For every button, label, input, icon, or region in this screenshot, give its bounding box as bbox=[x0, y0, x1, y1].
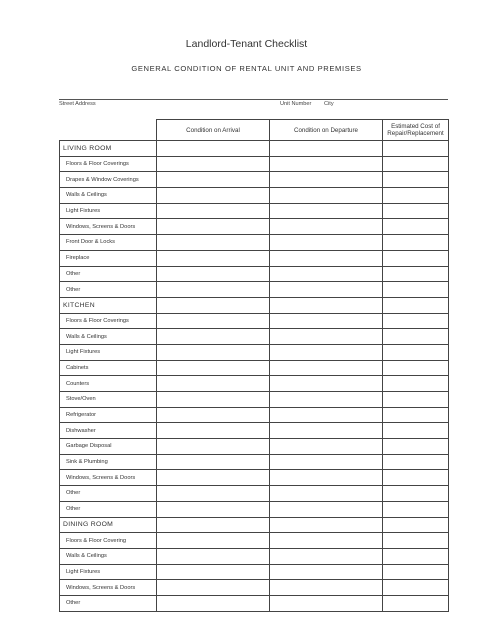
arrival-cell[interactable] bbox=[157, 533, 270, 549]
arrival-cell[interactable] bbox=[157, 250, 270, 266]
unit-number-label: Unit Number bbox=[280, 101, 312, 107]
cost-cell[interactable] bbox=[383, 564, 449, 580]
departure-cell[interactable] bbox=[270, 329, 383, 345]
item-label: Floors & Floor Coverings bbox=[60, 313, 157, 329]
section-empty-cell bbox=[383, 297, 449, 313]
arrival-cell[interactable] bbox=[157, 486, 270, 502]
cost-cell[interactable] bbox=[383, 329, 449, 345]
item-label: Drapes & Window Coverings bbox=[60, 172, 157, 188]
item-label: Windows, Screens & Doors bbox=[60, 219, 157, 235]
arrival-cell[interactable] bbox=[157, 344, 270, 360]
arrival-cell[interactable] bbox=[157, 454, 270, 470]
arrival-cell[interactable] bbox=[157, 219, 270, 235]
table-row bbox=[60, 580, 449, 596]
section-heading: DINING ROOM bbox=[60, 517, 157, 533]
table-row bbox=[60, 313, 449, 329]
item-label: Light Fixtures bbox=[60, 203, 157, 219]
departure-cell[interactable] bbox=[270, 344, 383, 360]
table-row bbox=[60, 533, 449, 549]
table-row bbox=[60, 266, 449, 282]
table-row bbox=[60, 329, 449, 345]
cost-cell[interactable] bbox=[383, 203, 449, 219]
table-row bbox=[60, 203, 449, 219]
table-row bbox=[60, 486, 449, 502]
cost-cell[interactable] bbox=[383, 595, 449, 611]
departure-cell[interactable] bbox=[270, 156, 383, 172]
departure-cell[interactable] bbox=[270, 548, 383, 564]
section-empty-cell bbox=[270, 141, 383, 157]
arrival-cell[interactable] bbox=[157, 564, 270, 580]
section-empty-cell bbox=[270, 297, 383, 313]
departure-cell[interactable] bbox=[270, 219, 383, 235]
departure-cell[interactable] bbox=[270, 188, 383, 204]
departure-cell[interactable] bbox=[270, 533, 383, 549]
table-row bbox=[60, 376, 449, 392]
item-label: Walls & Ceilings bbox=[60, 188, 157, 204]
cost-cell[interactable] bbox=[383, 266, 449, 282]
item-label: Windows, Screens & Doors bbox=[60, 580, 157, 596]
arrival-cell[interactable] bbox=[157, 235, 270, 251]
table-row bbox=[60, 282, 449, 298]
item-label: Dishwasher bbox=[60, 423, 157, 439]
departure-cell[interactable] bbox=[270, 282, 383, 298]
cost-cell[interactable] bbox=[383, 282, 449, 298]
table-row bbox=[60, 407, 449, 423]
arrival-cell[interactable] bbox=[157, 470, 270, 486]
arrival-cell[interactable] bbox=[157, 595, 270, 611]
column-header-arrival: Condition on Arrival bbox=[157, 120, 270, 141]
cost-cell[interactable] bbox=[383, 439, 449, 455]
cost-cell[interactable] bbox=[383, 344, 449, 360]
item-label: Light Fixtures bbox=[60, 564, 157, 580]
cost-cell[interactable] bbox=[383, 313, 449, 329]
arrival-cell[interactable] bbox=[157, 580, 270, 596]
item-label: Walls & Ceilings bbox=[60, 548, 157, 564]
item-label: Other bbox=[60, 501, 157, 517]
section-row bbox=[60, 297, 449, 313]
item-label: Walls & Ceilings bbox=[60, 329, 157, 345]
item-label: Sink & Plumbing bbox=[60, 454, 157, 470]
cost-cell[interactable] bbox=[383, 219, 449, 235]
table-row bbox=[60, 548, 449, 564]
cost-cell[interactable] bbox=[383, 486, 449, 502]
cost-cell[interactable] bbox=[383, 360, 449, 376]
table-row bbox=[60, 156, 449, 172]
section-empty-cell bbox=[383, 517, 449, 533]
cost-cell[interactable] bbox=[383, 172, 449, 188]
cost-cell[interactable] bbox=[383, 454, 449, 470]
departure-cell[interactable] bbox=[270, 423, 383, 439]
section-empty-cell bbox=[157, 141, 270, 157]
header-blank-cell bbox=[60, 120, 157, 141]
arrival-cell[interactable] bbox=[157, 203, 270, 219]
item-label: Stove/Oven bbox=[60, 392, 157, 408]
item-label: Refrigerator bbox=[60, 407, 157, 423]
departure-cell[interactable] bbox=[270, 250, 383, 266]
cost-cell[interactable] bbox=[383, 235, 449, 251]
cost-cell[interactable] bbox=[383, 407, 449, 423]
table-row bbox=[60, 188, 449, 204]
table-row bbox=[60, 595, 449, 611]
cost-cell[interactable] bbox=[383, 548, 449, 564]
cost-cell[interactable] bbox=[383, 250, 449, 266]
departure-cell[interactable] bbox=[270, 580, 383, 596]
arrival-cell[interactable] bbox=[157, 392, 270, 408]
table-row bbox=[60, 564, 449, 580]
table-row bbox=[60, 454, 449, 470]
arrival-cell[interactable] bbox=[157, 172, 270, 188]
header-row bbox=[60, 120, 449, 141]
table-row bbox=[60, 344, 449, 360]
table-row bbox=[60, 423, 449, 439]
city-label: City bbox=[324, 101, 334, 107]
table-row bbox=[60, 360, 449, 376]
arrival-cell[interactable] bbox=[157, 156, 270, 172]
checklist-body bbox=[60, 141, 449, 612]
arrival-cell[interactable] bbox=[157, 376, 270, 392]
cost-cell[interactable] bbox=[383, 376, 449, 392]
item-label: Other bbox=[60, 595, 157, 611]
cost-cell[interactable] bbox=[383, 580, 449, 596]
departure-cell[interactable] bbox=[270, 360, 383, 376]
departure-cell[interactable] bbox=[270, 172, 383, 188]
departure-cell[interactable] bbox=[270, 486, 383, 502]
column-header-departure: Condition on Departure bbox=[270, 120, 383, 141]
item-label: Other bbox=[60, 282, 157, 298]
arrival-cell[interactable] bbox=[157, 423, 270, 439]
departure-cell[interactable] bbox=[270, 564, 383, 580]
table-row bbox=[60, 250, 449, 266]
arrival-cell[interactable] bbox=[157, 188, 270, 204]
section-row bbox=[60, 141, 449, 157]
table-row bbox=[60, 219, 449, 235]
arrival-cell[interactable] bbox=[157, 407, 270, 423]
arrival-cell[interactable] bbox=[157, 329, 270, 345]
arrival-cell[interactable] bbox=[157, 282, 270, 298]
item-label: Other bbox=[60, 486, 157, 502]
arrival-cell[interactable] bbox=[157, 548, 270, 564]
address-line[interactable] bbox=[59, 99, 448, 100]
cost-cell[interactable] bbox=[383, 423, 449, 439]
section-row bbox=[60, 517, 449, 533]
departure-cell[interactable] bbox=[270, 439, 383, 455]
departure-cell[interactable] bbox=[270, 203, 383, 219]
arrival-cell[interactable] bbox=[157, 439, 270, 455]
item-label: Floors & Floor Coverings bbox=[60, 156, 157, 172]
item-label: Cabinets bbox=[60, 360, 157, 376]
table-row bbox=[60, 235, 449, 251]
departure-cell[interactable] bbox=[270, 266, 383, 282]
item-label: Fireplace bbox=[60, 250, 157, 266]
cost-cell[interactable] bbox=[383, 188, 449, 204]
column-header-cost: Estimated Cost of Repair/Replacement bbox=[383, 120, 449, 141]
arrival-cell[interactable] bbox=[157, 266, 270, 282]
table-row bbox=[60, 501, 449, 517]
section-heading: LIVING ROOM bbox=[60, 141, 157, 157]
checklist-table bbox=[59, 119, 449, 612]
departure-cell[interactable] bbox=[270, 470, 383, 486]
item-label: Garbage Disposal bbox=[60, 439, 157, 455]
item-label: Counters bbox=[60, 376, 157, 392]
departure-cell[interactable] bbox=[270, 392, 383, 408]
section-empty-cell bbox=[270, 517, 383, 533]
cost-cell[interactable] bbox=[383, 392, 449, 408]
street-address-label: Street Address bbox=[59, 101, 96, 107]
cost-cell[interactable] bbox=[383, 501, 449, 517]
table-row bbox=[60, 172, 449, 188]
cost-cell[interactable] bbox=[383, 156, 449, 172]
section-empty-cell bbox=[383, 141, 449, 157]
departure-cell[interactable] bbox=[270, 235, 383, 251]
arrival-cell[interactable] bbox=[157, 501, 270, 517]
table-row bbox=[60, 470, 449, 486]
section-heading: KITCHEN bbox=[60, 297, 157, 313]
arrival-cell[interactable] bbox=[157, 313, 270, 329]
cost-cell[interactable] bbox=[383, 533, 449, 549]
departure-cell[interactable] bbox=[270, 595, 383, 611]
table-row bbox=[60, 439, 449, 455]
departure-cell[interactable] bbox=[270, 313, 383, 329]
departure-cell[interactable] bbox=[270, 454, 383, 470]
section-empty-cell bbox=[157, 297, 270, 313]
departure-cell[interactable] bbox=[270, 407, 383, 423]
item-label: Front Door & Locks bbox=[60, 235, 157, 251]
arrival-cell[interactable] bbox=[157, 360, 270, 376]
item-label: Floors & Floor Covering bbox=[60, 533, 157, 549]
table-row bbox=[60, 392, 449, 408]
document-subtitle: GENERAL CONDITION OF RENTAL UNIT AND PREMISES bbox=[131, 64, 362, 73]
item-label: Windows, Screens & Doors bbox=[60, 470, 157, 486]
departure-cell[interactable] bbox=[270, 501, 383, 517]
section-empty-cell bbox=[157, 517, 270, 533]
document-title: Landlord-Tenant Checklist bbox=[185, 38, 308, 50]
item-label: Light Fixtures bbox=[60, 344, 157, 360]
item-label: Other bbox=[60, 266, 157, 282]
cost-cell[interactable] bbox=[383, 470, 449, 486]
departure-cell[interactable] bbox=[270, 376, 383, 392]
